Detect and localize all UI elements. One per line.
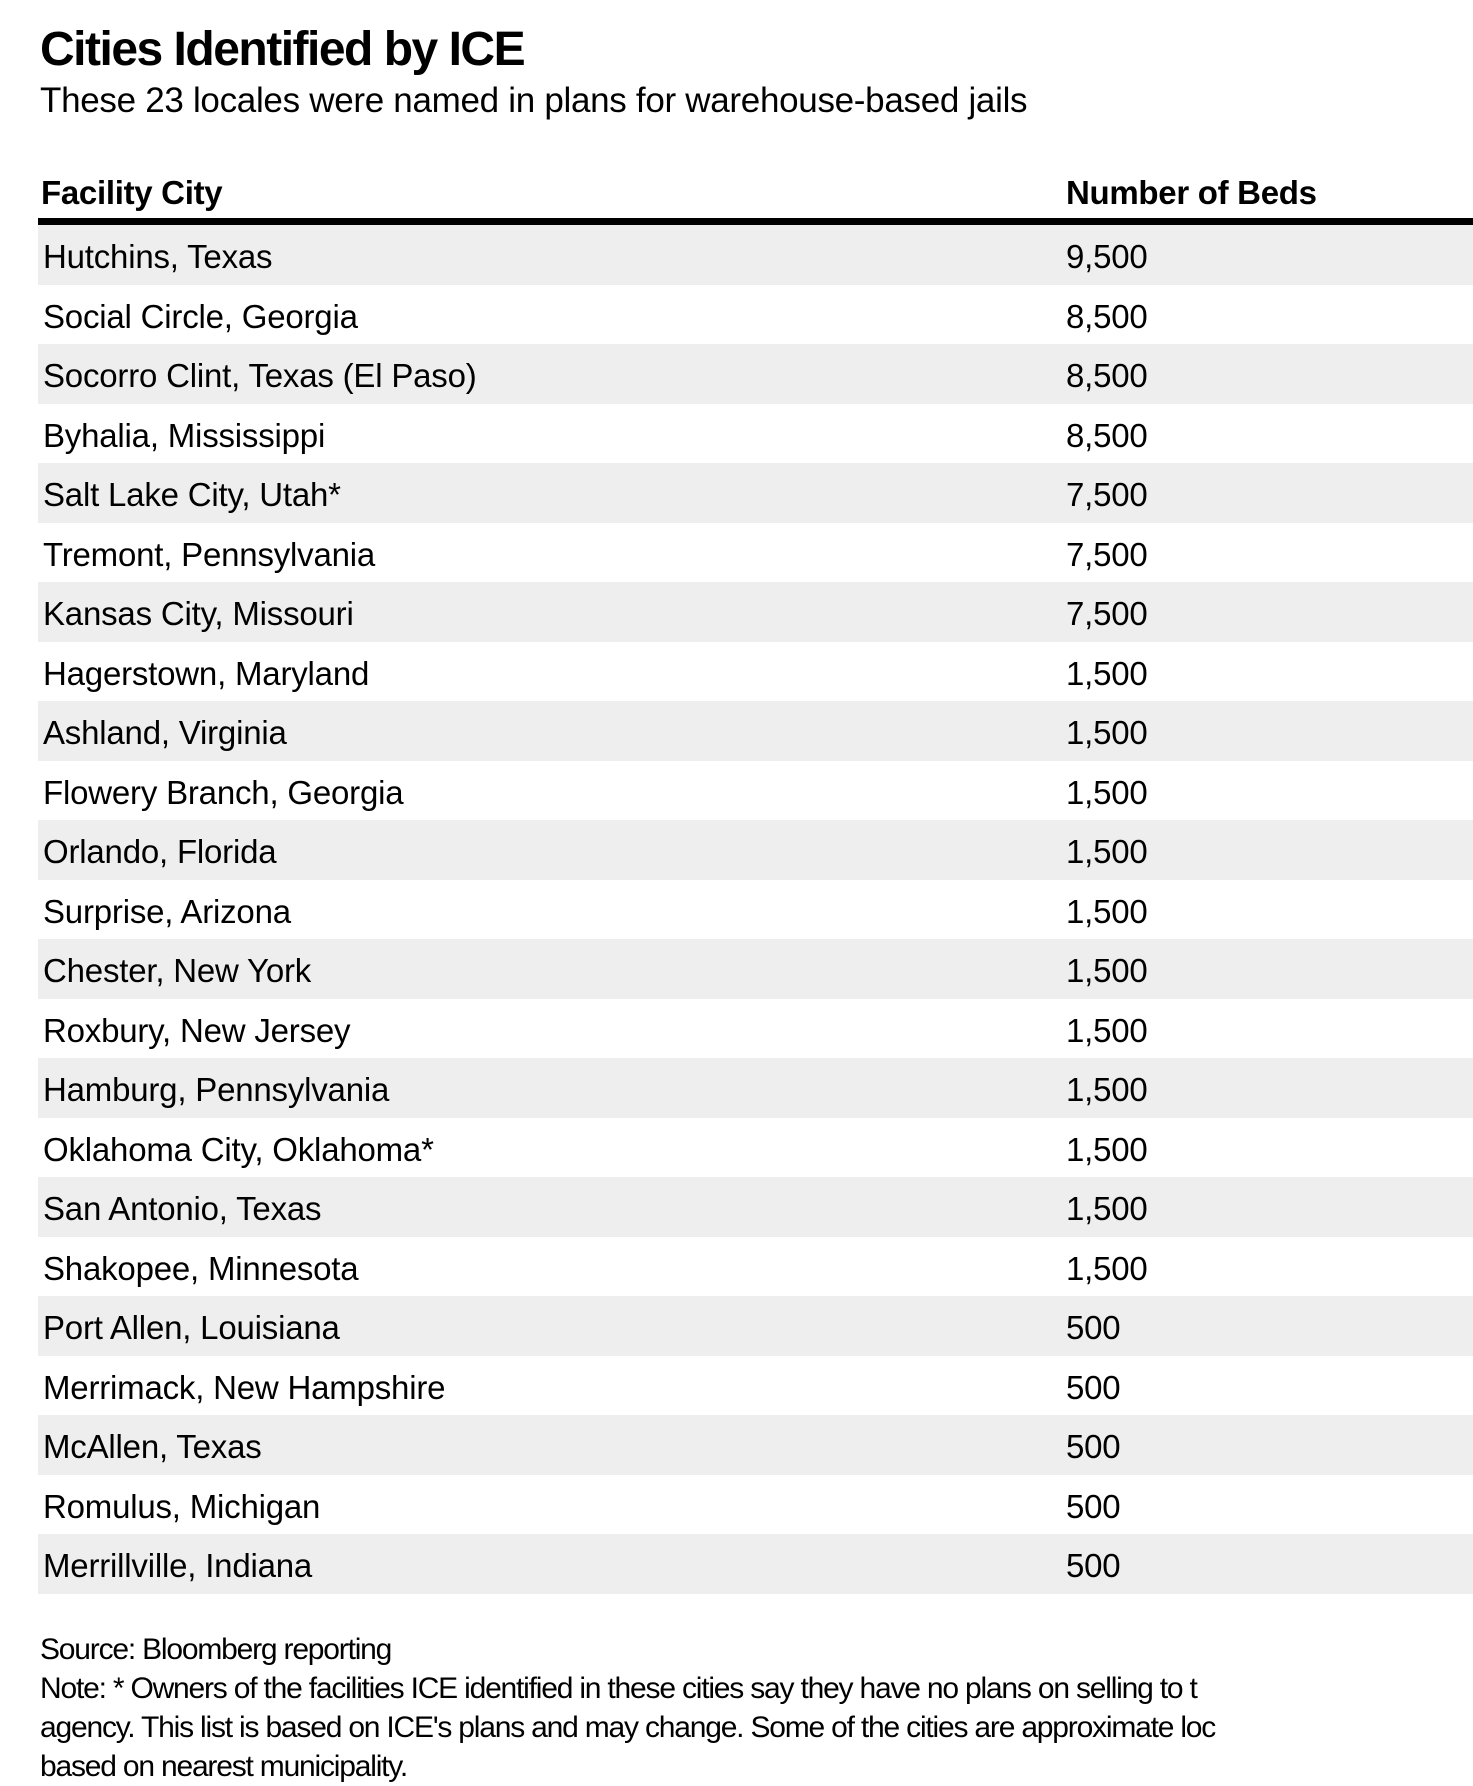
- beds-cell: 1,500: [1066, 1130, 1148, 1168]
- table-row: [38, 1296, 1473, 1356]
- facility-city-cell: Roxbury, New Jersey: [43, 1011, 351, 1049]
- table-row: [38, 463, 1473, 523]
- table-row: [38, 225, 1473, 285]
- footer: [40, 1630, 1215, 1786]
- table-row: [38, 1177, 1473, 1237]
- facility-city-cell: Chester, New York: [43, 952, 312, 990]
- beds-cell: 500: [1066, 1547, 1121, 1585]
- table-row: [38, 1237, 1473, 1297]
- table-row: [38, 642, 1473, 702]
- beds-cell: 7,500: [1066, 476, 1148, 514]
- table-row: [38, 523, 1473, 583]
- beds-cell: 500: [1066, 1368, 1121, 1406]
- column-header-facility-city: Facility City: [41, 174, 223, 211]
- facility-city-cell: Ashland, Virginia: [43, 714, 287, 752]
- beds-cell: 500: [1066, 1428, 1121, 1466]
- beds-cell: 1,500: [1066, 892, 1148, 930]
- table-row: [38, 761, 1473, 821]
- beds-cell: 1,500: [1066, 654, 1148, 692]
- data-table: [38, 225, 1473, 1594]
- beds-cell: 1,500: [1066, 714, 1148, 752]
- beds-cell: 1,500: [1066, 1249, 1148, 1287]
- beds-cell: 1,500: [1066, 1071, 1148, 1109]
- table-row: [38, 1058, 1473, 1118]
- note-line-2: agency. This list is based on ICE's plans and may change. Some of the cities are approximate loc: [40, 1711, 1216, 1744]
- beds-cell: 8,500: [1066, 297, 1148, 335]
- facility-city-cell: Social Circle, Georgia: [43, 297, 358, 335]
- facility-city-cell: Romulus, Michigan: [43, 1487, 321, 1525]
- table-row: [38, 701, 1473, 761]
- beds-cell: 9,500: [1066, 238, 1148, 276]
- facility-city-cell: Flowery Branch, Georgia: [43, 773, 404, 811]
- facility-city-cell: Shakopee, Minnesota: [43, 1249, 359, 1287]
- facility-city-cell: Merrillville, Indiana: [43, 1547, 313, 1585]
- note-line-1: Note: * Owners of the facilities ICE identified in these cities say they have no plans on selling to t: [40, 1672, 1197, 1705]
- facility-city-cell: Oklahoma City, Oklahoma*: [43, 1130, 434, 1168]
- table-row: [38, 939, 1473, 999]
- table-row: [38, 344, 1473, 404]
- table-row: [38, 999, 1473, 1059]
- facility-city-cell: Surprise, Arizona: [43, 892, 291, 930]
- beds-cell: 500: [1066, 1309, 1121, 1347]
- facility-city-cell: Kansas City, Missouri: [43, 595, 354, 633]
- page-subtitle: These 23 locales were named in plans for warehouse-based jails: [40, 81, 1028, 120]
- facility-city-cell: Merrimack, New Hampshire: [43, 1368, 446, 1406]
- column-header-number-of-beds: Number of Beds: [1066, 174, 1317, 211]
- table-row: [38, 582, 1473, 642]
- header-rule: [38, 218, 1473, 225]
- beds-cell: 1,500: [1066, 1011, 1148, 1049]
- facility-city-cell: Socorro Clint, Texas (El Paso): [43, 357, 477, 395]
- beds-cell: 1,500: [1066, 952, 1148, 990]
- facility-city-cell: Tremont, Pennsylvania: [43, 535, 376, 573]
- facility-city-cell: Hutchins, Texas: [43, 238, 273, 276]
- source-line: Source: Bloomberg reporting: [40, 1633, 392, 1666]
- facility-city-cell: Orlando, Florida: [43, 833, 277, 871]
- table-row: [38, 1356, 1473, 1416]
- facility-city-cell: San Antonio, Texas: [43, 1190, 322, 1228]
- note-line-3: based on nearest municipality.: [40, 1750, 408, 1783]
- beds-cell: 7,500: [1066, 535, 1148, 573]
- beds-cell: 500: [1066, 1487, 1121, 1525]
- beds-cell: 8,500: [1066, 357, 1148, 395]
- facility-city-cell: Byhalia, Mississippi: [43, 416, 326, 454]
- table-row: [38, 1118, 1473, 1178]
- table-row: [38, 404, 1473, 464]
- table-row: [38, 1475, 1473, 1535]
- table-row: [38, 285, 1473, 345]
- table-row: [38, 820, 1473, 880]
- table-row: [38, 1534, 1473, 1594]
- beds-cell: 1,500: [1066, 833, 1148, 871]
- beds-cell: 1,500: [1066, 1190, 1148, 1228]
- page-title: Cities Identified by ICE: [40, 23, 525, 76]
- beds-cell: 8,500: [1066, 416, 1148, 454]
- table-row: [38, 880, 1473, 940]
- facility-city-cell: Hagerstown, Maryland: [43, 654, 370, 692]
- facility-city-cell: Hamburg, Pennsylvania: [43, 1071, 390, 1109]
- beds-cell: 7,500: [1066, 595, 1148, 633]
- beds-cell: 1,500: [1066, 773, 1148, 811]
- facility-city-cell: Salt Lake City, Utah*: [43, 476, 341, 514]
- table-row: [38, 1415, 1473, 1475]
- facility-city-cell: Port Allen, Louisiana: [43, 1309, 340, 1347]
- facility-city-cell: McAllen, Texas: [43, 1428, 262, 1466]
